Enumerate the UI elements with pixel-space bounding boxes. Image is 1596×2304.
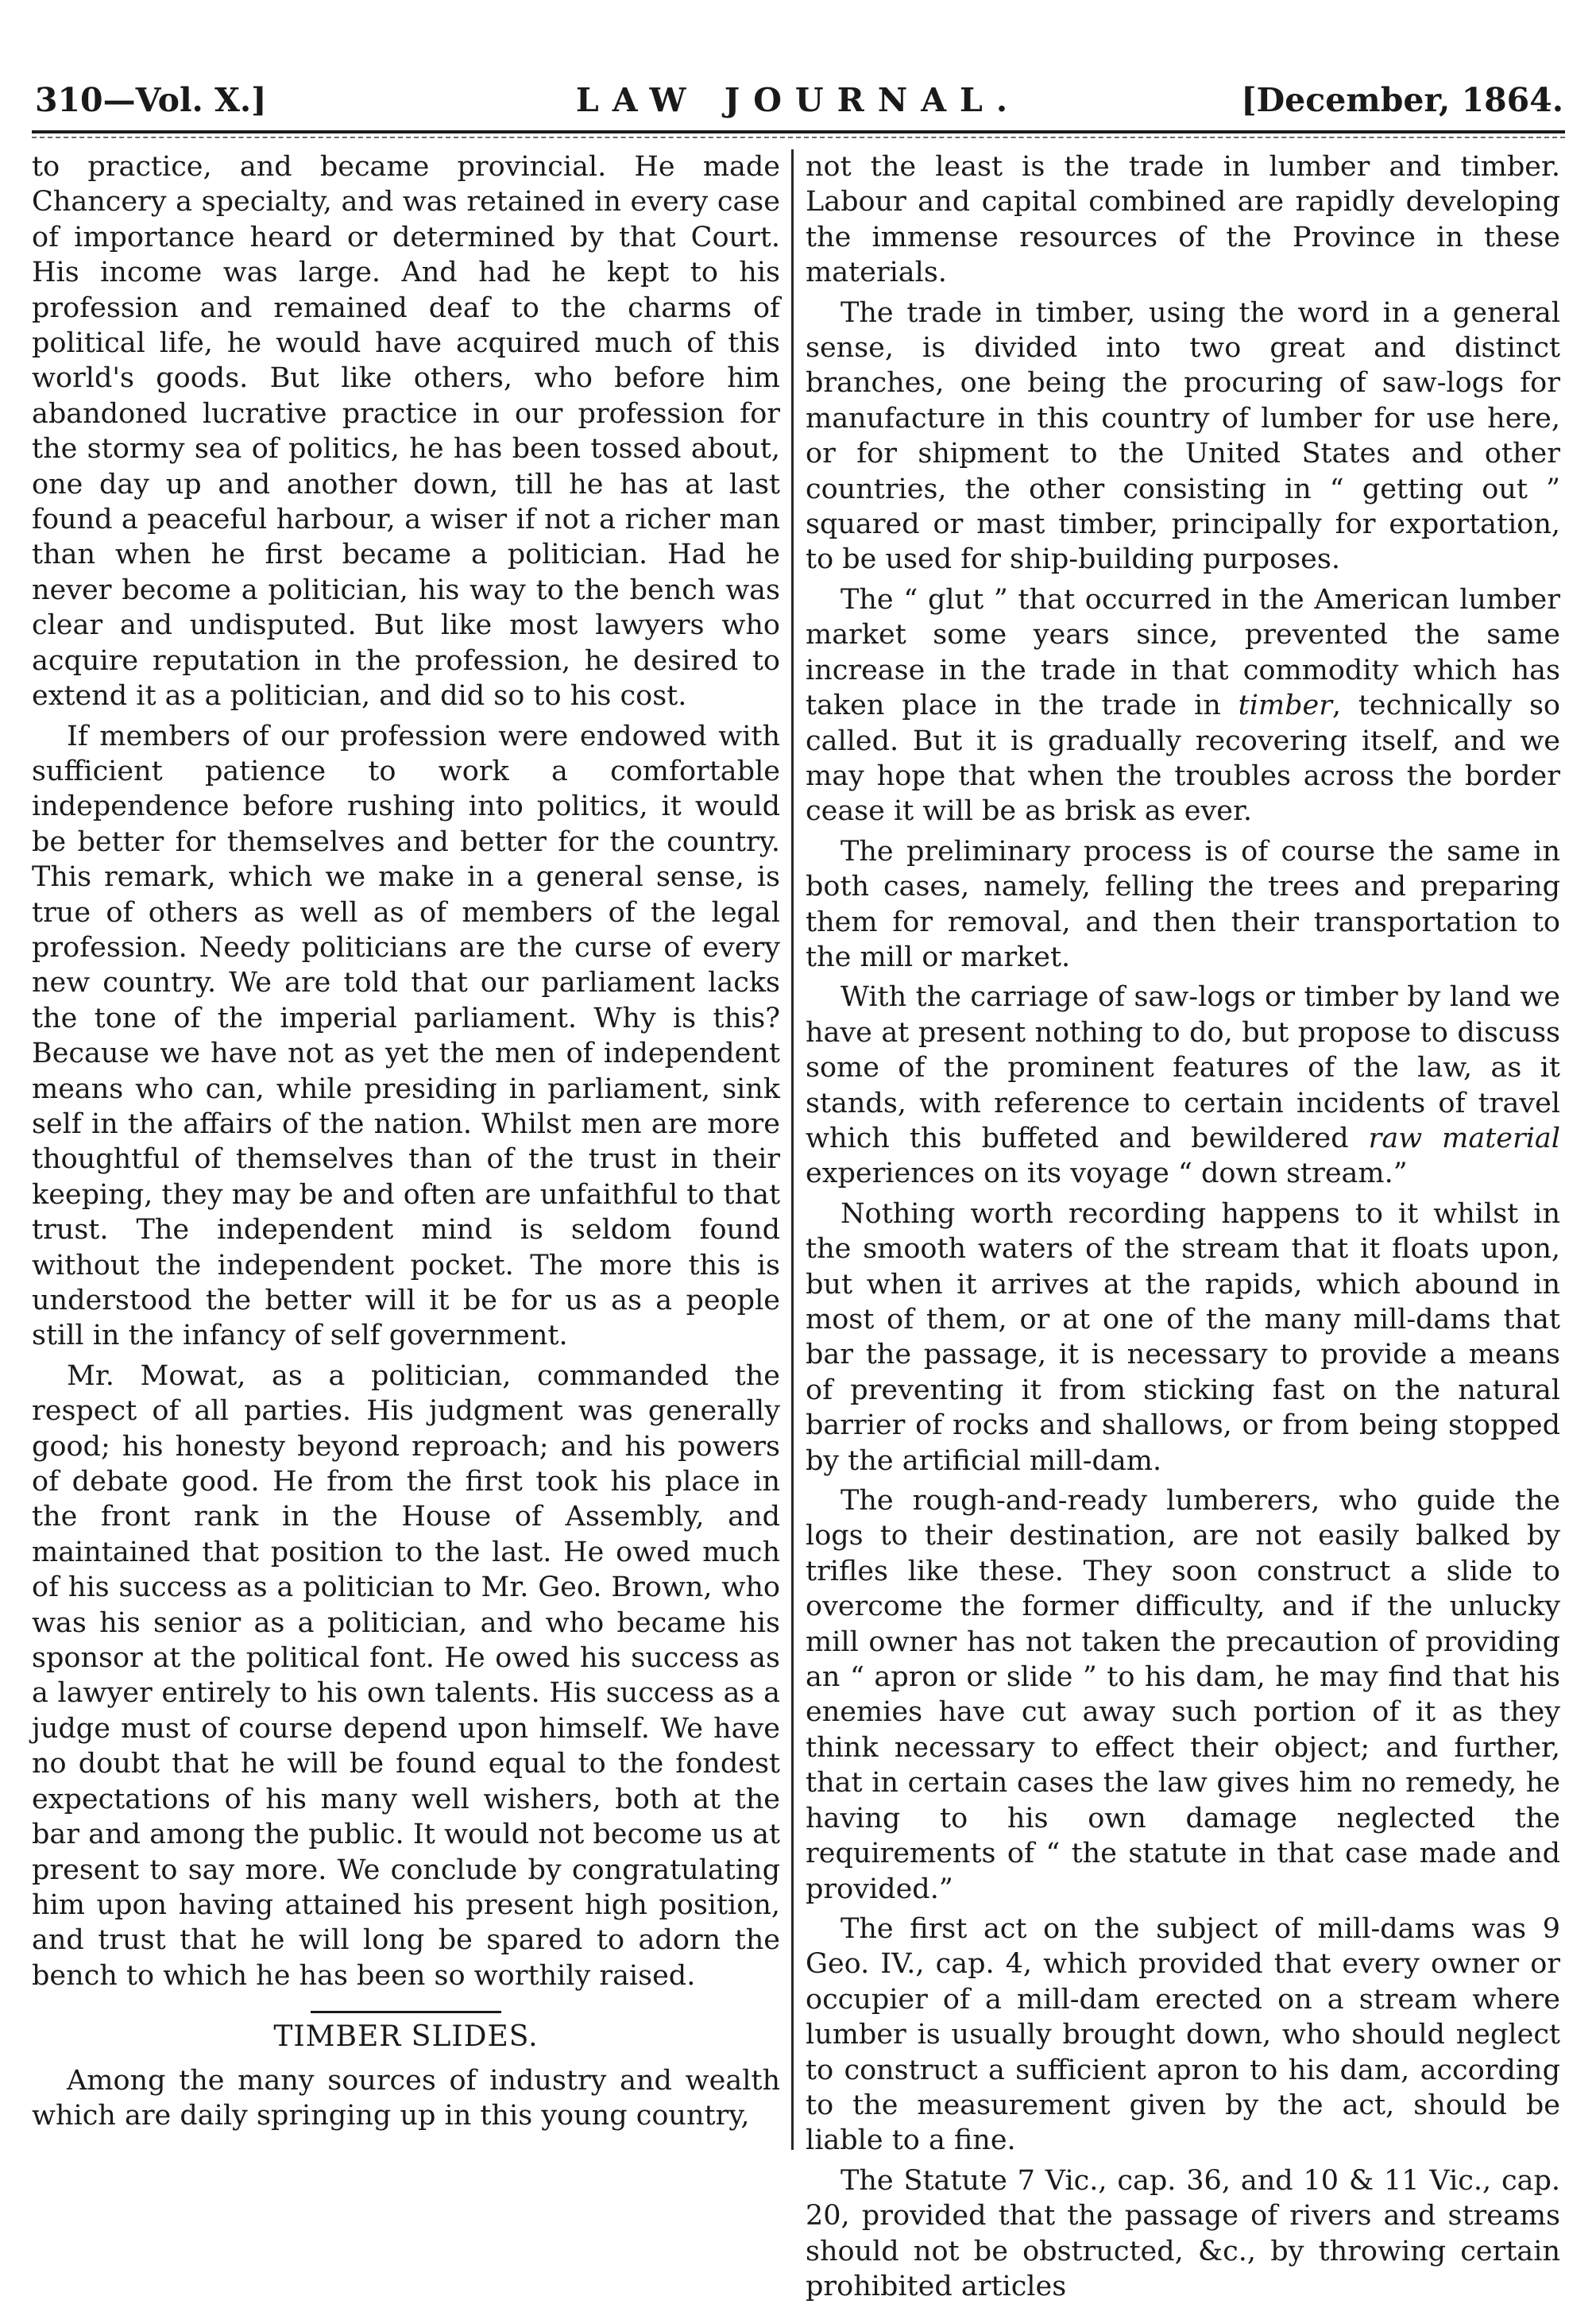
paragraph: The preliminary process is of course the same in both cases, namely, felling the trees and preparing them for removal, and then their transportation to the mill or market. <box>806 835 1560 973</box>
paragraph: not the least is the trade in lumber and timber. Labour and capital combined are rapidly developing the immense resources of the Province in these materials. <box>806 151 1560 289</box>
paragraph <box>806 582 1560 829</box>
paragraph <box>806 980 1560 1191</box>
column-divider <box>791 149 794 2150</box>
paragraph: If members of our profession were endowed with sufficient patience to work a comfortable independence before rushing into politics, it would be better for themselves and better for the country. This remark, which we make in a general sense, is true of others as well as of members of the legal profession. Needy politicians are the curse of every new country. We are told that our parliament lacks the tone of the imperial parliament. Why is this? Because we have not as yet the men of independent means who can, while presiding in parliament, sink self in the affairs of the nation. Whilst men are more thoughtful of themselves than of the trust in their keeping, they may be and often are unfaithful to that trust. The independent mind is seldom found without the independent pocket. The more this is understood the better will it be for us as a people still in the infancy of self government. <box>32 720 781 1352</box>
issue-date: [December, 1864. <box>1241 81 1563 119</box>
text-run: With the carriage of saw-logs or timber by land we have at present nothing to do, but propose to discuss some of the prominent features of the law, as it stands, with reference to certain incidents of travel which this buffeted and bewildered <box>806 981 1560 1154</box>
paragraph: The rough-and-ready lumberers, who guide the logs to their destination, are not easily balked by trifles like these. They soon construct a slide to overcome the former difficulty, and if the unlucky mill owner has not taken the precaution of providing an “ apron or slide ” to his dam, he may find that his enemies have cut away such portion of it as they think necessary to effect their object; and further, that in certain cases the law gives him no remedy, he having to his own damage neglected the requirements of “ the statute in that case made and provided.” <box>806 1485 1560 1905</box>
journal-title: LAW JOURNAL. <box>575 81 1022 119</box>
italic-term: timber <box>1238 690 1332 722</box>
paragraph: Mr. Mowat, as a politician, commanded the respect of all parties. His judgment was generally good; his honesty beyond reproach; and his powers of debate good. He from the first took his place in the front rank in the House of Assembly, and maintained that position to the last. He owed much of his success as a politician to Mr. Geo. Brown, who was his senior as a politician, and who became his sponsor at the political font. He owed his success as a lawyer entirely to his own talents. His success as a judge must of course depend upon himself. We have no doubt that he will be found equal to the fondest expectations of his many well wishers, both at the bar and among the public. It would not become us at present to say more. We conclude by congratulating him upon having attained his present high position, and trust that he will long be spared to adorn the bench to which he has been so worthily raised. <box>32 1359 780 1992</box>
text-run: experiences on its voyage “ down stream.” <box>806 1158 1408 1190</box>
text-run: The “ glut ” that occurred in the American lumber market some years since, prevented the same increase in the trade in that commodity which has taken place in the trade in <box>806 583 1560 722</box>
paragraph: The trade in timber, using the word in a general sense, is divided into two great and distinct branches, one being the procuring of saw-logs for manufacture in this country of lumber for use here, or for shipment to the United States and other countries, the other consisting in “ getting out ” squared or mast timber, principally for exportation, to be used for ship-building purposes. <box>806 296 1560 576</box>
right-column <box>806 149 1560 2302</box>
page-number-volume: 310—Vol. X.] <box>35 81 267 119</box>
paragraph: Nothing worth recording happens to it whilst in the smooth waters of the stream that it floats upon, but when it arrives at the rapids, which abound in most of them, or at one of the many mill-dams that bar the passage, it is necessary to provide a means of preventing it from sticking fast on the natural barrier of rocks and shallows, or from being stopped by the artificial mill-dam. <box>806 1197 1560 1477</box>
header-rule-secondary <box>32 137 1565 138</box>
journal-page <box>32 76 1565 2302</box>
text-run: , technically so called. But it is gradually recovering itself, and we may hope that when the troubles across the border cease it will be as brisk as ever. <box>806 690 1560 828</box>
section-heading: TIMBER SLIDES. <box>273 2020 539 2054</box>
paragraph: Among the many sources of industry and wealth which are daily springing up in this young country, <box>32 2064 780 2132</box>
header-rule <box>32 130 1565 133</box>
paragraph: to practice, and became provincial. He made Chancery a specialty, and was retained in every case of importance heard or determined by that Court. His income was large. And had he kept to his profession and remained deaf to the charms of political life, he would have acquired much of this world's goods. But like others, who before him abandoned lucrative practice in our profession for the stormy sea of politics, he has been tossed about, one day up and another down, till he has at last found a peaceful harbour, a wiser if not a richer man than when he first became a politician. Had he never become a politician, his way to the bench was clear and undisputed. But like most lawyers who acquire reputation in the profession, he desired to extend it as a politician, and did so to his cost. <box>32 151 780 713</box>
left-column <box>32 149 780 2147</box>
paragraph: The Statute 7 Vic., cap. 36, and 10 & 11 Vic., cap. 20, provided that the passage of rivers and streams should not be obstructed, &c., by throwing certain prohibited articles <box>806 2164 1560 2302</box>
section-divider <box>311 2011 501 2013</box>
italic-term: raw material <box>1368 1122 1560 1154</box>
paragraph: The first act on the subject of mill-dams was 9 Geo. IV., cap. 4, which provided that every owner or occupier of a mill-dam erected on a stream where lumber is usually brought down, who should neglect to construct a sufficient apron to his dam, according to the measurement given by the act, should be liable to a fine. <box>806 1912 1560 2157</box>
page-header <box>32 76 1565 132</box>
